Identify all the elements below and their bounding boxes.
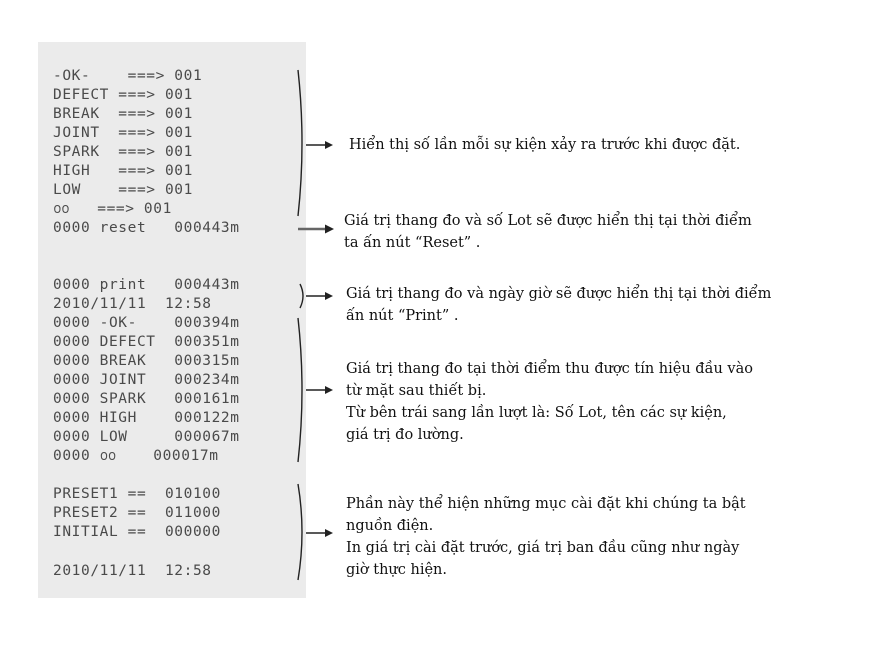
event-line-ok: 0000 -OK- 000394m <box>53 315 240 331</box>
event-line-spark: 0000 SPARK 000161m <box>53 391 240 407</box>
count-line-ok: -OK- ===> 001 <box>53 68 203 84</box>
count-line-joint: JOINT ===> 001 <box>53 125 193 141</box>
event-line-low: 0000 LOW 000067m <box>53 429 240 445</box>
count-line-spark: SPARK ===> 001 <box>53 144 193 160</box>
print-datetime: 2010/11/11 12:58 <box>53 296 212 312</box>
count-line-symbol: ൦൦ ===> 001 <box>53 201 172 217</box>
print-line: 0000 print 000443m <box>53 277 240 293</box>
initial-line: INITIAL == 000000 <box>53 524 221 540</box>
brace-counts <box>298 70 302 216</box>
arrow-print-head <box>325 292 333 300</box>
count-line-high: HIGH ===> 001 <box>53 163 193 179</box>
preset1-line: PRESET1 == 010100 <box>53 486 221 502</box>
arrow-presets-head <box>325 529 333 537</box>
reset-line: 0000 reset 000443m <box>53 220 240 236</box>
note-counts: Hiển thị số lần mỗi sự kiện xảy ra trước khi được đặt. <box>349 137 741 153</box>
event-line-joint: 0000 JOINT 000234m <box>53 372 240 388</box>
arrow-reset-head <box>325 225 334 234</box>
note-presets: Phần này thể hiện những mục cài đặt khi chúng ta bật nguồn điện. In giá trị cài đặt trước, giá trị ban đầu cũng như ngày giờ thực hiện. <box>346 496 746 578</box>
arrow-counts-head <box>325 141 333 149</box>
event-line-defect: 0000 DEFECT 000351m <box>53 334 240 350</box>
brace-presets <box>298 484 302 580</box>
note-print: Giá trị thang đo và ngày giờ sẽ được hiển thị tại thời điểm ấn nút “Print” . <box>346 286 772 324</box>
count-line-break: BREAK ===> 001 <box>53 106 193 122</box>
event-line-high: 0000 HIGH 000122m <box>53 410 240 426</box>
count-line-defect: DEFECT ===> 001 <box>53 87 193 103</box>
brace-events <box>298 318 302 462</box>
event-line-symbol: 0000 ൦൦ 000017m <box>53 448 219 464</box>
arrow-events-head <box>325 386 333 394</box>
power-on-datetime: 2010/11/11 12:58 <box>53 563 212 579</box>
count-line-low: LOW ===> 001 <box>53 182 193 198</box>
note-reset: Giá trị thang đo và số Lot sẽ được hiển thị tại thời điểm ta ấn nút “Reset” . <box>344 213 752 251</box>
preset2-line: PRESET2 == 011000 <box>53 505 221 521</box>
brace-print <box>300 284 303 308</box>
event-line-break: 0000 BREAK 000315m <box>53 353 240 369</box>
note-events: Giá trị thang đo tại thời điểm thu được tín hiệu đầu vào từ mặt sau thiết bị. Từ bên trái sang lần lượt là: Số Lot, tên các sự kiện, giá trị đo lường. <box>346 361 753 443</box>
